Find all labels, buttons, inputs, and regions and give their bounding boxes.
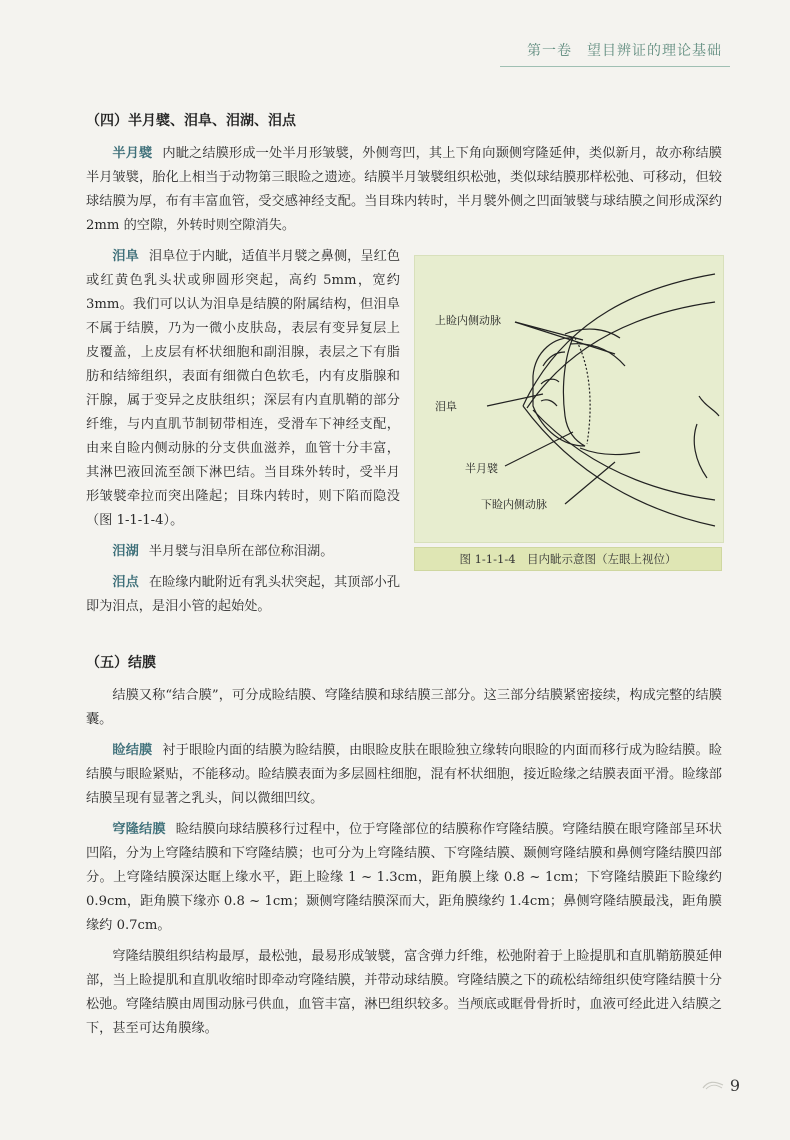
page-content (86, 110, 722, 1048)
section-title-4: （四）半月襞、泪阜、泪湖、泪点 (86, 113, 296, 129)
paragraph-qionglong-2: 穹隆结膜组织结构最厚，最松弛，最易形成皱襞，富含弹力纤维，松弛附着于上睑提肌和直肌鞘筋膜延伸部，当上睑提肌和直肌收缩时即牵动穹隆结膜，并带动球结膜。穹隆结膜之下的疏松结缔组织使穹隆结膜十分松弛。穹隆结膜由周围动脉弓供血，血管丰富，淋巴组织较多。当颅底或眶骨骨折时，血液可经此进入结膜之下，甚至可达角膜缘。 (86, 949, 722, 1036)
text-leihu: 半月襞与泪阜所在部位称泪湖。 (148, 544, 334, 559)
page-ornament-icon (702, 1080, 724, 1090)
figure-illustration (414, 255, 724, 543)
label-lower-medial-artery: 下睑内侧动脉 (481, 498, 547, 511)
term-banyuebi: 半月襞 (112, 146, 153, 161)
chapter-title: 第一卷 望目辨证的理论基础 (527, 43, 722, 59)
eye-diagram-svg (415, 256, 723, 542)
text-banyuebi: 内眦之结膜形成一处半月形皱襞，外侧弯凹，其上下角向颞侧穹隆延伸，类似新月，故亦称结膜半月皱襞，胎化上相当于动物第三眼睑之遗迹。结膜半月皱襞组织松弛，类似球结膜那样松弛、可移动，但较球结膜为厚，布有丰富血管，受交感神经支配。当目珠内转时，半月襞外侧之凹面皱襞与球结膜之间形成深约 2mm 的空隙，外转时则空隙消失。 (86, 146, 722, 233)
term-qionglong: 穹隆结膜 (112, 822, 166, 837)
label-upper-medial-artery: 上睑内侧动脉 (435, 314, 501, 327)
section-title-5: （五）结膜 (86, 655, 156, 671)
label-caruncle: 泪阜 (435, 400, 457, 413)
caruncle-block (86, 245, 722, 626)
page-number: 9 (729, 1076, 740, 1095)
term-leifu: 泪阜 (112, 249, 139, 264)
term-leidian: 泪点 (112, 575, 139, 590)
paragraph-leidian (86, 571, 722, 619)
paragraph-conjunctiva-intro: 结膜又称“结合膜”，可分成睑结膜、穹隆结膜和球结膜三部分。这三部分结膜紧密接续，构成完整的结膜囊。 (86, 688, 722, 727)
term-leihu: 泪湖 (112, 544, 139, 559)
text-jianjiemo: 衬于眼睑内面的结膜为睑结膜，由眼睑皮肤在眼睑独立缘转向眼睑的内面而移行成为睑结膜。睑结膜与眼睑紧贴，不能移动。睑结膜表面为多层圆柱细胞，混有杯状细胞，接近睑缘之结膜表面平滑。睑缘部结膜呈现有显著之乳头，间以微细凹纹。 (86, 743, 722, 806)
header-rule (500, 66, 730, 67)
figure-inner-canthus (414, 255, 722, 571)
term-jianjiemo: 睑结膜 (112, 743, 153, 758)
paragraph-qionglong (86, 818, 722, 938)
figure-caption: 图 1-1-1-4 目内眦示意图（左眼上视位） (414, 547, 722, 571)
paragraph-banyuebi (86, 142, 722, 238)
text-leidian: 在睑缘内眦附近有乳头状突起，其顶部小孔即为泪点，是泪小管的起始处。 (86, 575, 401, 614)
text-leifu: 泪阜位于内眦，适值半月襞之鼻侧，呈红色或红黄色乳头状或卵圆形突起，高约 5mm，宽约 3mm。我们可以认为泪阜是结膜的附属结构，但泪阜不属于结膜，乃为一微小皮肤岛，表层有变异复层上皮覆盖，上皮层有杯状细胞和副泪腺，表层之下有脂肪和结缔组织，表面有细微白色软毛，内有皮脂腺和汗腺，属于变异之皮肤组织；深层有内直肌鞘的部分纤维，与内直肌节制韧带相连，受滑车下神经支配，由来自睑内侧动脉的分支供血滋养，血管十分丰富，其淋巴液回流至颌下淋巴结。当目珠外转时，受半月形皱襞牵拉而突出隆起；目珠内转时，则下陷而隐没（图 1-1-1-4）。 (86, 249, 401, 528)
paragraph-jianjiemo (86, 739, 722, 811)
label-semilunar-fold: 半月襞 (465, 462, 498, 475)
text-qionglong: 睑结膜向球结膜移行过程中，位于穹隆部位的结膜称作穹隆结膜。穹隆结膜在眼穹隆部呈环状凹陷，分为上穹隆结膜和下穹隆结膜；也可分为上穹隆结膜、下穹隆结膜、颞侧穹隆结膜和鼻侧穹隆结膜四部分。上穹隆结膜深达眶上缘水平，距上睑缘 1 ~ 1.3cm，距角膜上缘 0.8 ~ 1cm；下穹隆结膜距下睑缘约 0.9cm，距角膜下缘亦 0.8 ~ 1cm；颞侧穹隆结膜深而大，距角膜缘约 1.4cm；鼻侧穹隆结膜最浅，距角膜缘约 0.7cm。 (86, 822, 722, 933)
